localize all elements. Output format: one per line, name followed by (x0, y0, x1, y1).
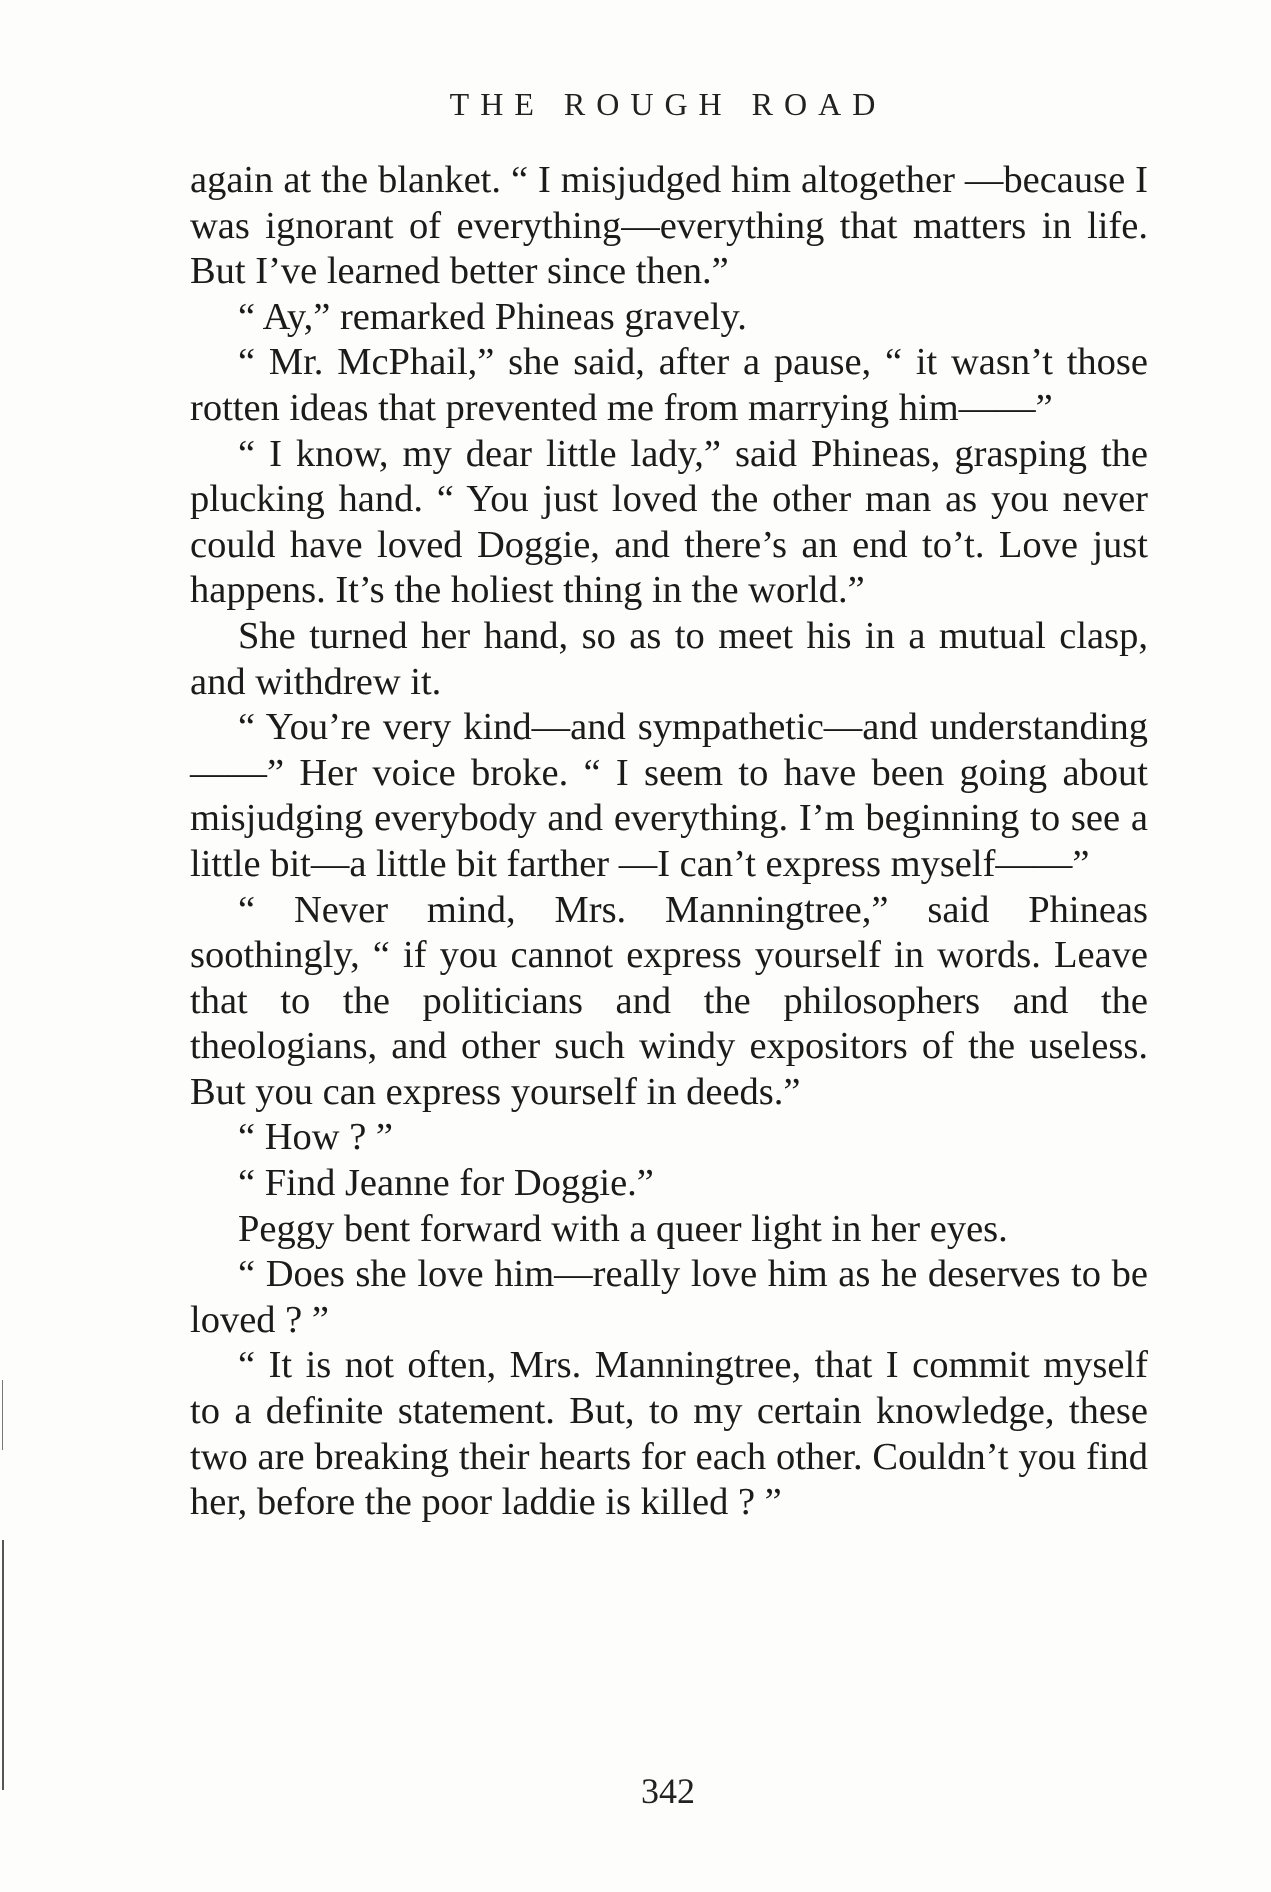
body-text (190, 158, 1148, 1526)
page-number: 342 (641, 1771, 695, 1811)
paragraph: “ How ? ” (238, 1116, 393, 1159)
paragraph: “ It is not often, Mrs. Manningtree, that I commit myself to a definite statement. But, to my certain knowledge, these two are breaking their hearts for each other. Couldn’t you find her, before the poor laddie is killed ? ” (190, 1344, 1148, 1524)
paragraph: “ Ay,” remarked Phineas gravely. (238, 295, 747, 338)
paragraph: “ You’re very kind—and sympathetic—and understanding——” Her voice broke. “ I seem to have been going about misjudging everybody and everything. I’m beginning to see a little bit—a little bit farther —I can’t express myself——” (190, 706, 1148, 885)
paragraph: Peggy bent forward with a queer light in her eyes. (238, 1207, 1008, 1250)
paragraph: “ Does she love him—really love him as he deserves to be loved ? ” (190, 1253, 1148, 1341)
paragraph: She turned her hand, so as to meet his in a mutual clasp, and withdrew it. (190, 614, 1148, 703)
binding-edge-mark (2, 1380, 3, 1450)
paragraph: “ Never mind, Mrs. Manningtree,” said Phineas soothingly, “ if you cannot express yourself in words. Leave that to the politicians and the philosophers and the theologians, and other such windy expositors of the useless. But you can express yourself in deeds.” (190, 888, 1148, 1113)
paragraph: again at the blanket. “ I misjudged him altogether —because I was ignorant of everything—everything that matters in life. But I’ve learned better since then.” (190, 159, 1148, 293)
paragraph: “ Find Jeanne for Doggie.” (238, 1162, 654, 1205)
paragraph: “ Mr. McPhail,” she said, after a pause, “ it wasn’t those rotten ideas that prevented me from marrying him——” (190, 341, 1148, 429)
paragraph: “ I know, my dear little lady,” said Phineas, grasping the plucking hand. “ You just loved the other man as you never could have loved Doggie, and there’s an end to’t. Love just happens. It’s the holiest thing in the world.” (190, 432, 1148, 612)
running-header: THE ROUGH ROAD (449, 86, 887, 122)
binding-edge-mark (2, 1540, 4, 1790)
